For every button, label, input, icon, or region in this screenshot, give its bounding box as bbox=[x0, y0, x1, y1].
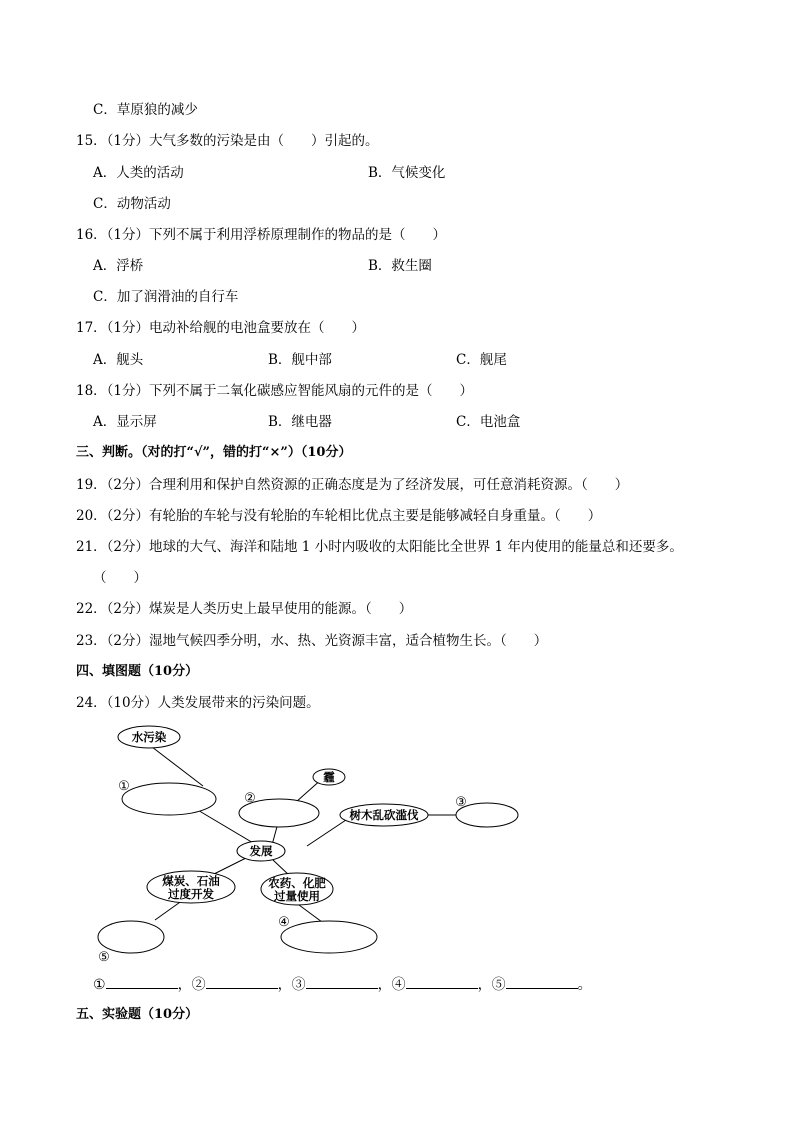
diagram-label-pest-1: 农药、化肥 bbox=[268, 876, 326, 890]
blank-end: 。 bbox=[577, 977, 592, 993]
blank-label-1: ① bbox=[93, 977, 106, 993]
blank-separator: ， bbox=[177, 977, 192, 993]
diagram-label-coal-2: 过度开发 bbox=[168, 887, 214, 901]
diagram-label-pest-2: 过量使用 bbox=[274, 889, 320, 903]
fill-blanks-line bbox=[93, 974, 592, 995]
diagram-number-1: ① bbox=[118, 779, 130, 794]
question-17: 17．（1分）电动补给舰的电池盒要放在（ ） bbox=[76, 320, 366, 336]
question-22: 22．（2分）煤炭是人类历史上最早使用的能源。（ ） bbox=[76, 601, 413, 617]
blank-bubble-5 bbox=[98, 921, 164, 953]
option-q18-c: C．电池盒 bbox=[456, 414, 521, 430]
section-3-heading: 三、判断。（对的打“√”，错的打“×”）（10分） bbox=[76, 445, 352, 460]
blank-label-2: ② bbox=[191, 977, 206, 993]
answer-blank-5[interactable] bbox=[506, 974, 578, 989]
question-19: 19．（2分）合理利用和保护自然资源的正确态度是为了经济发展，可任意消耗资源。（ ） bbox=[76, 477, 629, 493]
option-q16-c: C．加了润滑油的自行车 bbox=[93, 289, 239, 305]
question-18: 18．（1分）下列不属于二氧化碳感应智能风扇的元件的是（ ） bbox=[76, 383, 474, 399]
option-q15-b: B．气候变化 bbox=[368, 165, 446, 181]
diagram-number-5: ⑤ bbox=[98, 950, 110, 965]
section-5-heading: 五、实验题（10分） bbox=[76, 1007, 199, 1022]
blank-bubble-1 bbox=[122, 783, 216, 815]
diagram-number-2: ② bbox=[244, 791, 256, 806]
question-23: 23．（2分）湿地气候四季分明，水、热、光资源丰富，适合植物生长。（ ） bbox=[76, 633, 548, 649]
question-21-paren: （ ） bbox=[93, 570, 147, 586]
question-24: 24．（10分）人类发展带来的污染问题。 bbox=[76, 695, 320, 711]
section-4-heading: 四、填图题（10分） bbox=[76, 664, 199, 679]
option-q17-a: A．舰头 bbox=[93, 352, 144, 368]
diagram-label-smog: 霾 bbox=[323, 770, 335, 784]
blank-label-3: ③ bbox=[291, 977, 306, 993]
answer-blank-1[interactable] bbox=[106, 974, 178, 989]
diagram-label-water: 水污染 bbox=[131, 730, 167, 744]
diagram-label-center: 发展 bbox=[249, 844, 273, 858]
question-15: 15．（1分）大气多数的污染是由（ ）引起的。 bbox=[76, 133, 379, 149]
option-q17-c: C．舰尾 bbox=[456, 352, 507, 368]
diagram-number-3: ③ bbox=[455, 795, 467, 810]
option-q14-c: C．草原狼的减少 bbox=[93, 102, 198, 118]
question-16: 16．（1分）下列不属于利用浮桥原理制作的物品的是（ ） bbox=[76, 227, 447, 243]
option-q18-a: A．显示屏 bbox=[93, 414, 157, 430]
diagram-label-trees: 树木乱砍滥伐 bbox=[349, 808, 419, 822]
option-q18-b: B．继电器 bbox=[268, 414, 332, 430]
blank-label-5: ⑤ bbox=[491, 977, 506, 993]
blank-separator: ， bbox=[377, 977, 392, 993]
option-q16-b: B．救生圈 bbox=[368, 258, 432, 274]
option-q15-a: A．人类的活动 bbox=[93, 165, 184, 181]
option-q15-c: C．动物活动 bbox=[93, 196, 171, 212]
question-20: 20．（2分）有轮胎的车轮与没有轮胎的车轮相比优点主要是能够减轻自身重量。（ ） bbox=[76, 508, 602, 524]
blank-label-4: ④ bbox=[391, 977, 406, 993]
blank-separator: ， bbox=[277, 977, 292, 993]
option-q16-a: A．浮桥 bbox=[93, 258, 144, 274]
diagram-number-4: ④ bbox=[278, 915, 290, 930]
question-21: 21．（2分）地球的大气、海洋和陆地 1 小时内吸收的太阳能比全世界 1 年内使用的能量总和还要多。 bbox=[76, 539, 683, 555]
answer-blank-4[interactable] bbox=[406, 974, 478, 989]
answer-blank-2[interactable] bbox=[206, 974, 278, 989]
blank-bubble-4 bbox=[281, 921, 377, 953]
blank-separator: ， bbox=[477, 977, 492, 993]
answer-blank-3[interactable] bbox=[306, 974, 378, 989]
option-q17-b: B．舰中部 bbox=[268, 352, 332, 368]
diagram-label-coal-1: 煤炭、石油 bbox=[162, 874, 220, 888]
